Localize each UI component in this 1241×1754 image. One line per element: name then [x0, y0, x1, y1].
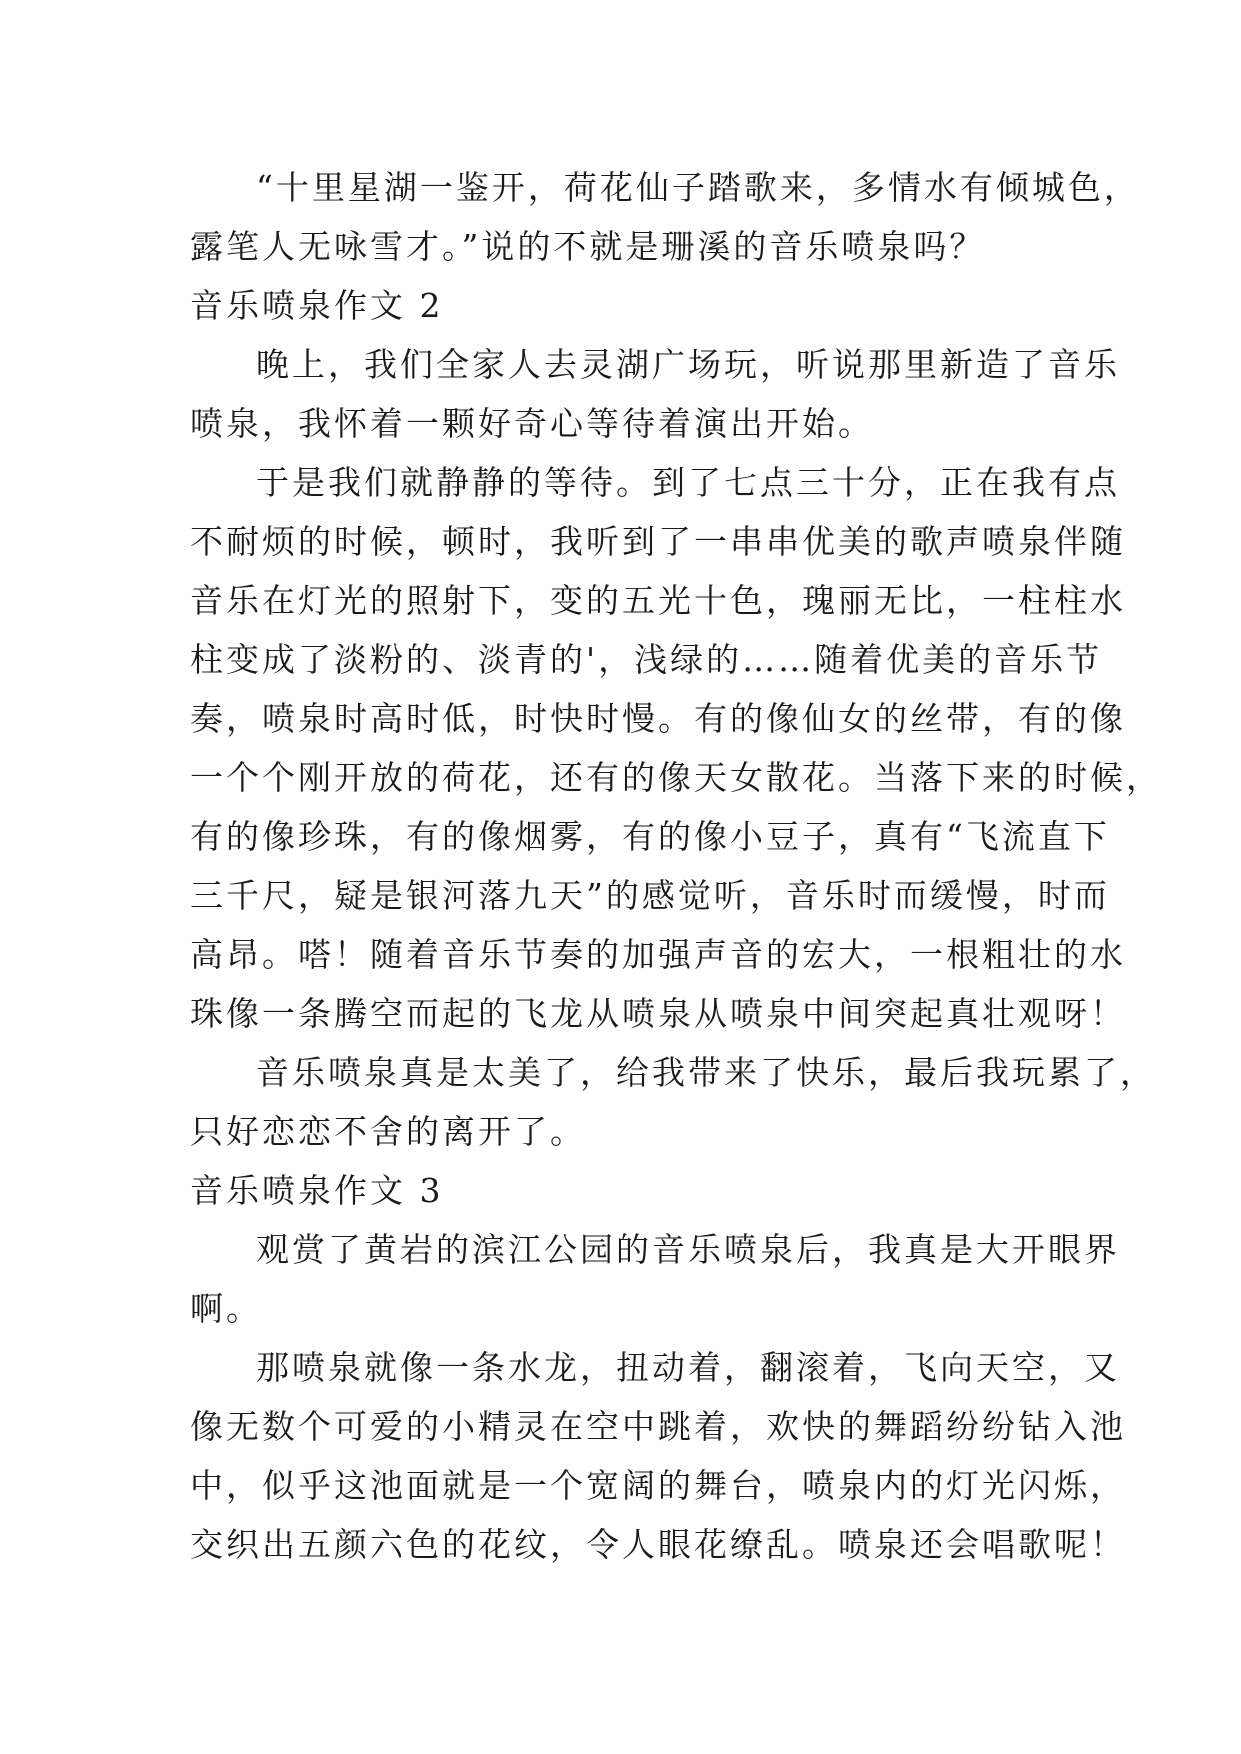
text-line: 音乐在灯光的照射下，变的五光十色，瑰丽无比，一柱柱水 [190, 581, 1126, 620]
essay-body [190, 158, 1162, 1574]
text-line: 中，似乎这池面就是一个宽阔的舞台，喷泉内的灯光闪烁， [190, 1466, 1126, 1505]
text-line: 露笔人无咏雪才。”说的不就是珊溪的音乐喷泉吗？ [190, 227, 986, 266]
text-line: 柱变成了淡粉的、淡青的'，浅绿的……随着优美的音乐节 [190, 640, 1103, 679]
text-line: 三千尺，疑是银河落九天”的感觉听，音乐时而缓慢，时而 [190, 876, 1110, 915]
section-heading: 音乐喷泉作文 2 [190, 286, 444, 325]
text-line: 奏，喷泉时高时低，时快时慢。有的像仙女的丝带，有的像 [190, 699, 1126, 738]
text-line: 只好恋恋不舍的离开了。 [190, 1112, 586, 1151]
text-line: 喷泉，我怀着一颗好奇心等待着演出开始。 [190, 404, 874, 443]
text-line: 有的像珍珠，有的像烟雾，有的像小豆子，真有“飞流直下 [190, 817, 1110, 856]
text-line: 观赏了黄岩的滨江公园的音乐喷泉后，我真是大开眼界 [256, 1230, 1120, 1269]
text-line: 像无数个可爱的小精灵在空中跳着，欢快的舞蹈纷纷钻入池 [190, 1407, 1126, 1446]
text-line: 珠像一条腾空而起的飞龙从喷泉从喷泉中间突起真壮观呀！ [190, 994, 1126, 1033]
text-line: 音乐喷泉真是太美了，给我带来了快乐，最后我玩累了， [256, 1053, 1156, 1092]
text-line: 晚上，我们全家人去灵湖广场玩，听说那里新造了音乐 [256, 345, 1120, 384]
text-line: 啊。 [190, 1289, 262, 1328]
text-line: 不耐烦的时候，顿时，我听到了一串串优美的歌声喷泉伴随 [190, 522, 1126, 561]
text-line: 交织出五颜六色的花纹，令人眼花缭乱。喷泉还会唱歌呢！ [190, 1525, 1126, 1564]
text-line: 于是我们就静静的等待。到了七点三十分，正在我有点 [256, 463, 1120, 502]
text-line: 高昂。嗒！随着音乐节奏的加强声音的宏大，一根粗壮的水 [190, 935, 1126, 974]
section-heading: 音乐喷泉作文 3 [190, 1171, 444, 1210]
text-line: 一个个刚开放的荷花，还有的像天女散花。当落下来的时候， [190, 758, 1162, 797]
text-line: “十里星湖一鉴开，荷花仙子踏歌来，多情水有倾城色， [256, 168, 1140, 207]
text-line: 那喷泉就像一条水龙，扭动着，翻滚着，飞向天空，又 [256, 1348, 1120, 1387]
